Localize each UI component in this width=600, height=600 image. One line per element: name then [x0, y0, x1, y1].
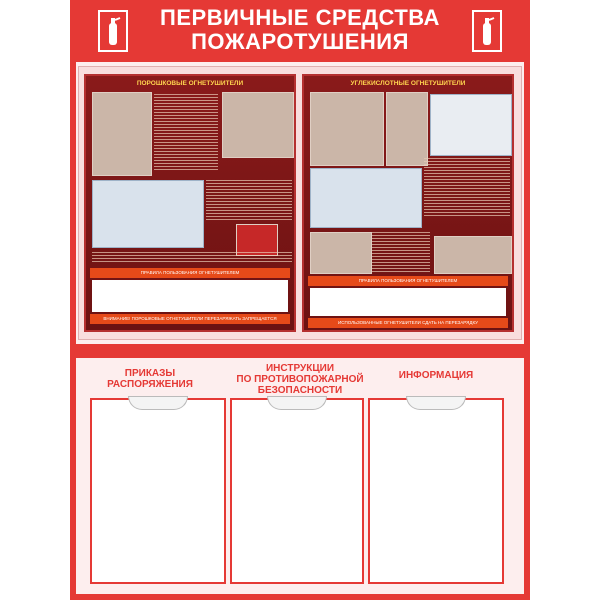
document-pocket-orders[interactable]	[90, 398, 226, 584]
usage-figures	[92, 280, 288, 312]
pocket-notch	[128, 396, 188, 410]
poster-co2-extinguishers	[302, 74, 514, 332]
heading-line: ПРИКАЗЫ	[124, 368, 176, 379]
spec-table	[310, 168, 422, 228]
rules-strip	[308, 276, 508, 286]
poster-title: ПОРОШКОВЫЕ ОГНЕТУШИТЕЛИ	[136, 80, 244, 87]
title-line-2: ПОЖАРОТУШЕНИЯ	[191, 29, 409, 54]
poster-powder-extinguishers	[84, 74, 296, 332]
page-title	[120, 6, 480, 54]
extinguisher-diagram	[92, 92, 152, 176]
heading-line: ИНСТРУКЦИИ	[265, 363, 335, 374]
heading-line: ИНФОРМАЦИЯ	[398, 370, 474, 381]
heading-line: РАСПОРЯЖЕНИЯ	[107, 379, 193, 390]
strip-label: ВНИМАНИЕ! ПОРОШКОВЫЕ ОГНЕТУШИТЕЛИ ПЕРЕЗАРЯЖАТЬ ЗАПРЕЩАЕТСЯ	[103, 316, 277, 321]
co2-extinguisher-diagram	[386, 92, 428, 166]
strip-label: ПРАВИЛА ПОЛЬЗОВАНИЯ ОГНЕТУШИТЕЛЕМ	[140, 270, 240, 275]
fire-class-table	[430, 94, 512, 156]
section-divider	[76, 344, 524, 358]
text-block	[206, 180, 292, 220]
column-heading-orders	[90, 368, 210, 390]
pocket-notch	[267, 396, 327, 410]
text-block	[372, 232, 430, 272]
warning-strip	[308, 318, 508, 328]
usage-image	[310, 232, 372, 274]
heading-line: БЕЗОПАСНОСТИ	[257, 385, 343, 396]
text-block	[92, 252, 292, 264]
usage-figures	[310, 288, 506, 316]
column-heading-instructions	[236, 363, 364, 396]
strip-label: ПРАВИЛА ПОЛЬЗОВАНИЯ ОГНЕТУШИТЕЛЕМ	[358, 278, 458, 283]
co2-extinguisher-diagram	[310, 92, 384, 166]
text-block	[154, 94, 218, 172]
title-line-1: ПЕРВИЧНЫЕ СРЕДСТВА	[160, 5, 440, 30]
warning-strip	[90, 314, 290, 324]
text-block	[424, 158, 510, 218]
column-heading-information	[374, 370, 498, 381]
wheeled-extinguisher-image	[434, 236, 512, 274]
document-pocket-instructions[interactable]	[230, 398, 364, 584]
extinguisher-diagram	[222, 92, 294, 158]
strip-label: ИСПОЛЬЗОВАННЫЕ ОГНЕТУШИТЕЛИ СДАТЬ НА ПЕРЕЗАРЯДКУ	[337, 320, 478, 325]
spec-table	[92, 180, 204, 248]
document-pocket-information[interactable]	[368, 398, 504, 584]
rules-strip	[90, 268, 290, 278]
heading-line: ПО ПРОТИВОПОЖАРНОЙ	[236, 374, 364, 385]
pocket-notch	[406, 396, 466, 410]
poster-title: УГЛЕКИСЛОТНЫЕ ОГНЕТУШИТЕЛИ	[350, 80, 466, 87]
